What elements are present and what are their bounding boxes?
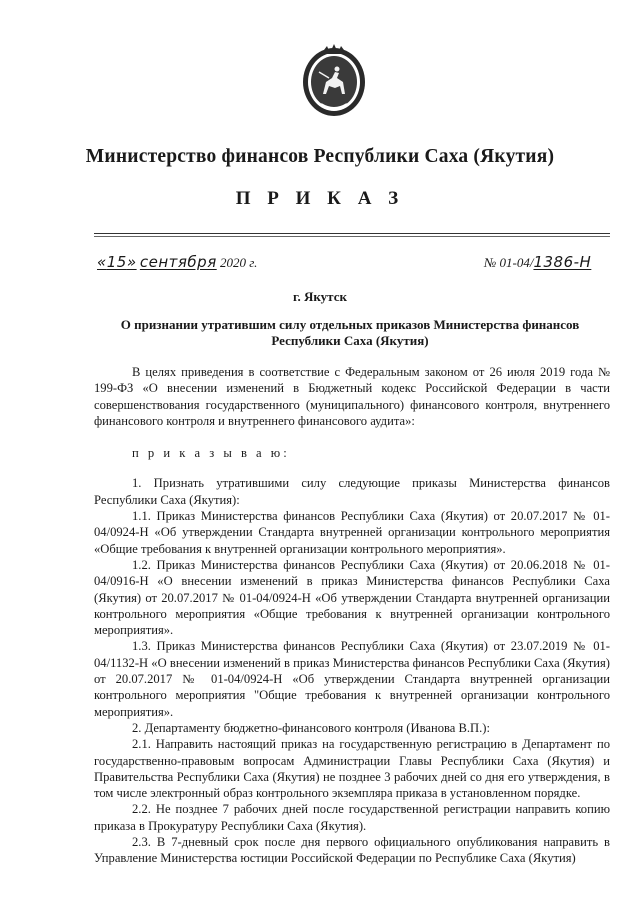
- date-month: сентября: [139, 253, 217, 271]
- ministry-title: Министерство финансов Республики Саха (Якутия): [85, 146, 555, 167]
- order-body: [94, 364, 610, 867]
- paragraph-2: 2. Департаменту бюджетно-финансового контроля (Иванова В.П.):: [132, 720, 490, 735]
- paragraph-2-2: 2.2. Не позднее 7 рабочих дней после государственной регистрации направить копию приказа в Прокуратуру Республики Саха (Якутия).: [94, 802, 610, 833]
- order-number: [484, 253, 591, 271]
- date-close-quote: »: [126, 253, 137, 271]
- paragraph-2-3: 2.3. В 7-дневный срок после дня первого официального опубликования направить в Управление Министерства юстиции Российской Федерации по Республике Саха (Якутия): [94, 835, 610, 866]
- order-title: П Р И К А З: [235, 188, 405, 209]
- date-open-quote: «: [97, 253, 107, 271]
- city: г. Якутск: [293, 289, 347, 304]
- paragraph-2-1: 2.1. Направить настоящий приказ на государственную регистрацию в Департамент по государственно-правовым вопросам Администрации Главы Республики Саха (Якутия) и Правительства Республики Саха (Якутия) не позднее 3 рабочих дней со дня его утверждения, в том числе электронный образ контрольного экземпляра приказа в установленном порядке.: [94, 737, 610, 801]
- order-date: [97, 253, 257, 271]
- preamble-paragraph: В целях приведения в соответствие с Федеральным законом от 26 июля 2019 года № 199-ФЗ «О внесении изменений в Бюджетный кодекс Российской Федерации в части совершенствования государственного (муниципального) финансового контроля, внутреннего финансового контроля и внутреннего финансового аудита»:: [94, 365, 610, 428]
- paragraph-1: 1. Признать утратившими силу следующие приказы Министерства финансов Республики Саха (Якутия):: [94, 476, 610, 507]
- header-divider-secondary: [94, 236, 610, 237]
- paragraph-1-1: 1.1. Приказ Министерства финансов Республики Саха (Якутия) от 20.07.2017 № 01-04/0924-Н «Об утверждении Стандарта внутренней организации контрольного мероприятия «Общие требования к внутренней организации контрольного мероприятия».: [94, 509, 610, 556]
- paragraph-1-3: 1.3. Приказ Министерства финансов Республики Саха (Якутия) от 23.07.2019 № 01-04/1132-Н «О внесении изменений в приказ Министерства финансов Республики Саха (Якутия) от 20.07.2017 № 01-04/0924-Н «Об утверждении Стандарта внутренней организации контрольного мероприятия "Общие требования к внутренней организации контрольного мероприятия».: [94, 639, 610, 719]
- header-divider: [94, 233, 610, 234]
- order-number-prefix: № 01-04/: [484, 255, 534, 270]
- order-subject: О признании утратившим силу отдельных приказов Министерства финансов Республики Саха (Якутия): [120, 317, 580, 348]
- order-number-handwritten: 1386-Н: [533, 253, 592, 271]
- date-day: 15: [106, 253, 127, 271]
- paragraph-1-2: 1.2. Приказ Министерства финансов Республики Саха (Якутия) от 20.06.2018 № 01-04/0916-Н «О внесении изменений в приказ Министерства финансов Республики Саха (Якутия) от 20.07.2017 № 01-04/0924-Н «Об утверждении Стандарта внутренней организации контрольного мероприятия «Общие требования к внутренней организации контрольного мероприятия».: [94, 557, 610, 638]
- sakha-coat-of-arms-icon: [299, 42, 369, 120]
- order-word: п р и к а з ы в а ю:: [132, 446, 290, 461]
- date-year: 2020 г.: [219, 255, 258, 270]
